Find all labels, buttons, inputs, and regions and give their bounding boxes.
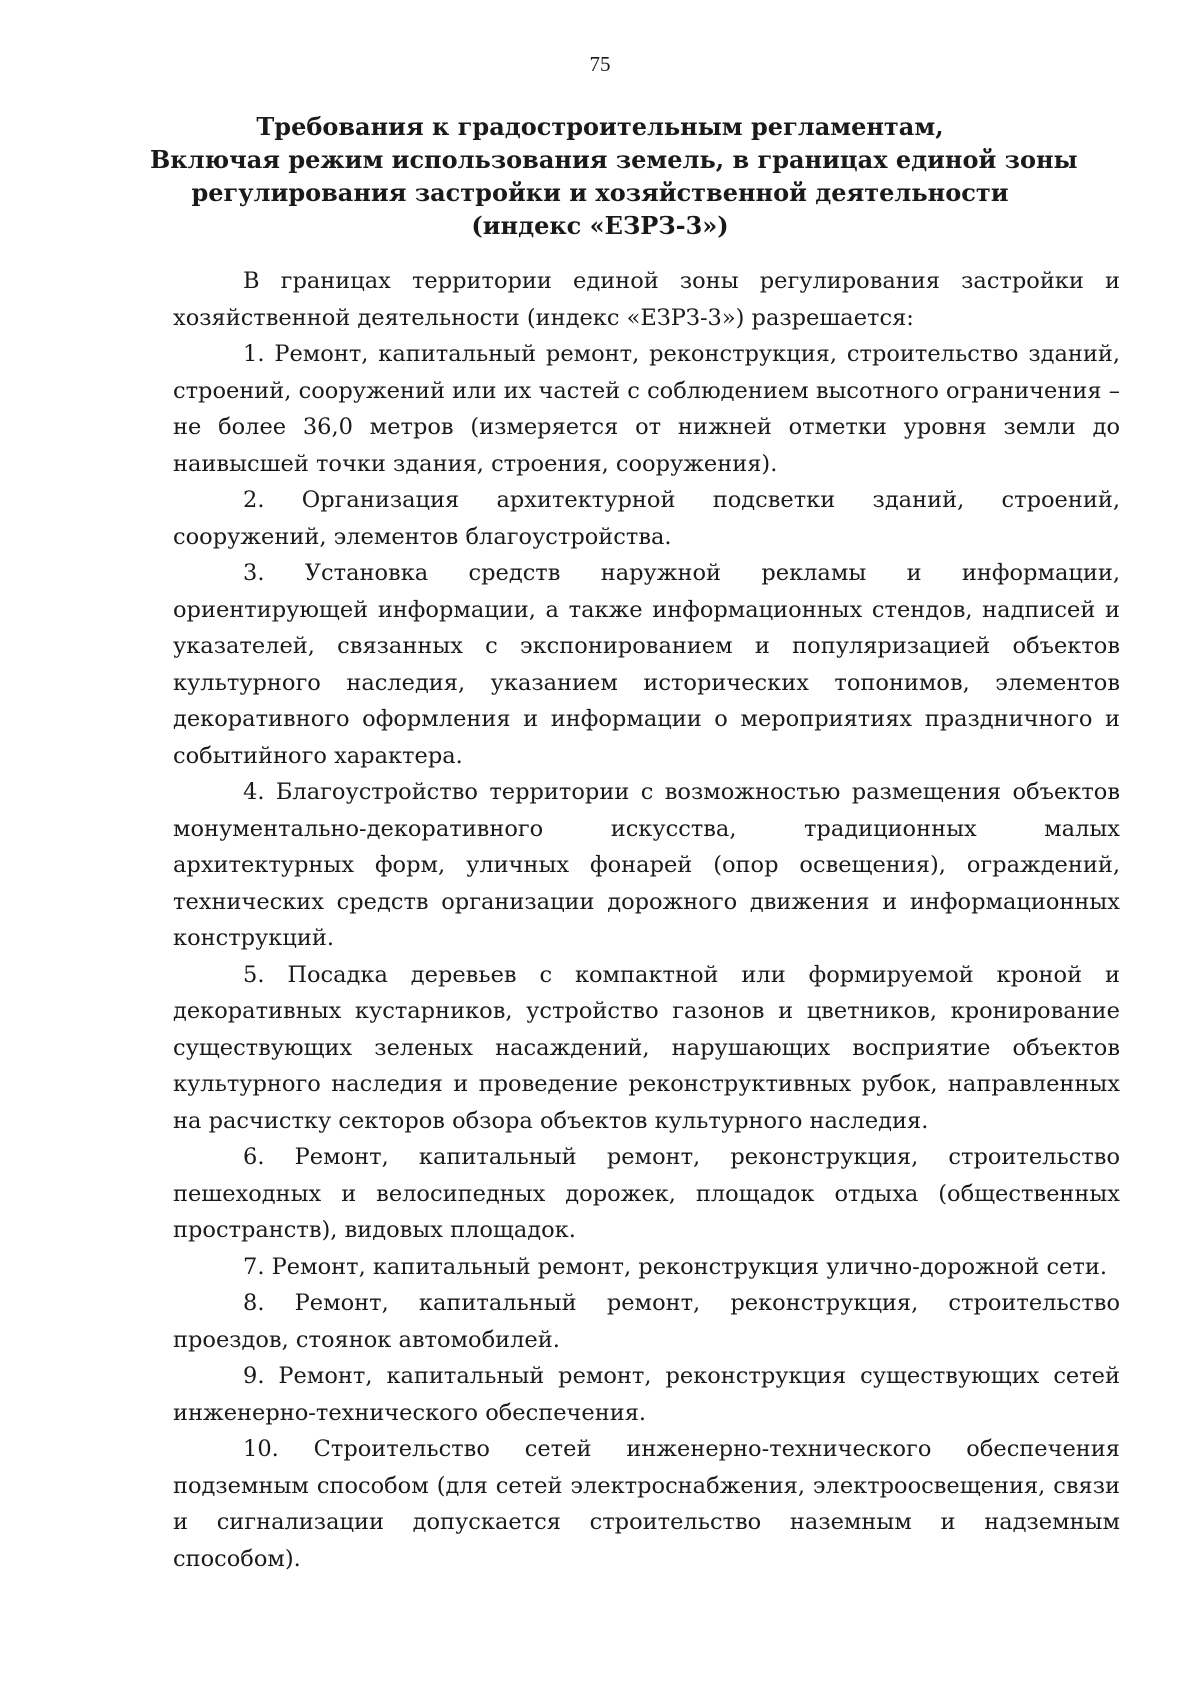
list-item-3: 3. Установка средств наружной рекламы и информации, ориентирующей информации, а также информационных стендов, надписей и указателей, связанных с экспонированием и популяризацией объектов культурного наследия, указанием исторических топонимов, элементов декоративного оформления и информации о мероприятиях праздничного и событийного характера. xyxy=(173,560,1120,769)
title-line: регулирования застройки и хозяйственной деятельности xyxy=(191,178,1009,207)
title-line: Требования к градостроительным регламентам, xyxy=(256,112,944,141)
document-title xyxy=(150,110,1078,242)
list-item-4: 4. Благоустройство территории с возможностью размещения объектов монументально-декоративного искусства, традиционных малых архитектурных форм, уличных фонарей (опор освещения), ограждений, технических средств организации дорожного движения и информационных конструкций. xyxy=(173,779,1120,951)
list-item-1: 1. Ремонт, капитальный ремонт, реконструкция, строительство зданий, строений, сооружений или их частей с соблюдением высотного ограничения – не более 36,0 метров (измеряется от нижней отметки уровня земли до наивысшей точки здания, строения, сооружения). xyxy=(173,341,1120,477)
title-line: (индекс «ЕЗРЗ-3») xyxy=(471,211,729,240)
list-item-8: 8. Ремонт, капитальный ремонт, реконструкция, строительство проездов, стоянок автомобилей. xyxy=(173,1290,1120,1353)
document-body xyxy=(173,263,1120,1577)
list-item-9: 9. Ремонт, капитальный ремонт, реконструкция существующих сетей инженерно-технического обеспечения. xyxy=(173,1363,1120,1426)
page-number: 75 xyxy=(589,52,611,76)
title-line: Включая режим использования земель, в границах единой зоны xyxy=(150,145,1078,174)
list-item-6: 6. Ремонт, капитальный ремонт, реконструкция, строительство пешеходных и велосипедных дорожек, площадок отдыха (общественных пространств), видовых площадок. xyxy=(173,1144,1120,1243)
intro-paragraph: В границах территории единой зоны регулирования застройки и хозяйственной деятельности (индекс «ЕЗРЗ-3») разрешается: xyxy=(173,268,1120,331)
list-item-2: 2. Организация архитектурной подсветки зданий, строений, сооружений, элементов благоустройства. xyxy=(173,487,1120,550)
list-item-7: 7. Ремонт, капитальный ремонт, реконструкция улично-дорожной сети. xyxy=(243,1253,1107,1280)
list-item-10: 10. Строительство сетей инженерно-технического обеспечения подземным способом (для сетей электроснабжения, электроосвещения, связи и сигнализации допускается строительство наземным и надземным способом). xyxy=(173,1436,1120,1572)
list-item-5: 5. Посадка деревьев с компактной или формируемой кроной и декоративных кустарников, устройство газонов и цветников, кронирование существующих зеленых насаждений, нарушающих восприятие объектов культурного наследия и проведение реконструктивных рубок, направленных на расчистку секторов обзора объектов культурного наследия. xyxy=(173,961,1120,1134)
